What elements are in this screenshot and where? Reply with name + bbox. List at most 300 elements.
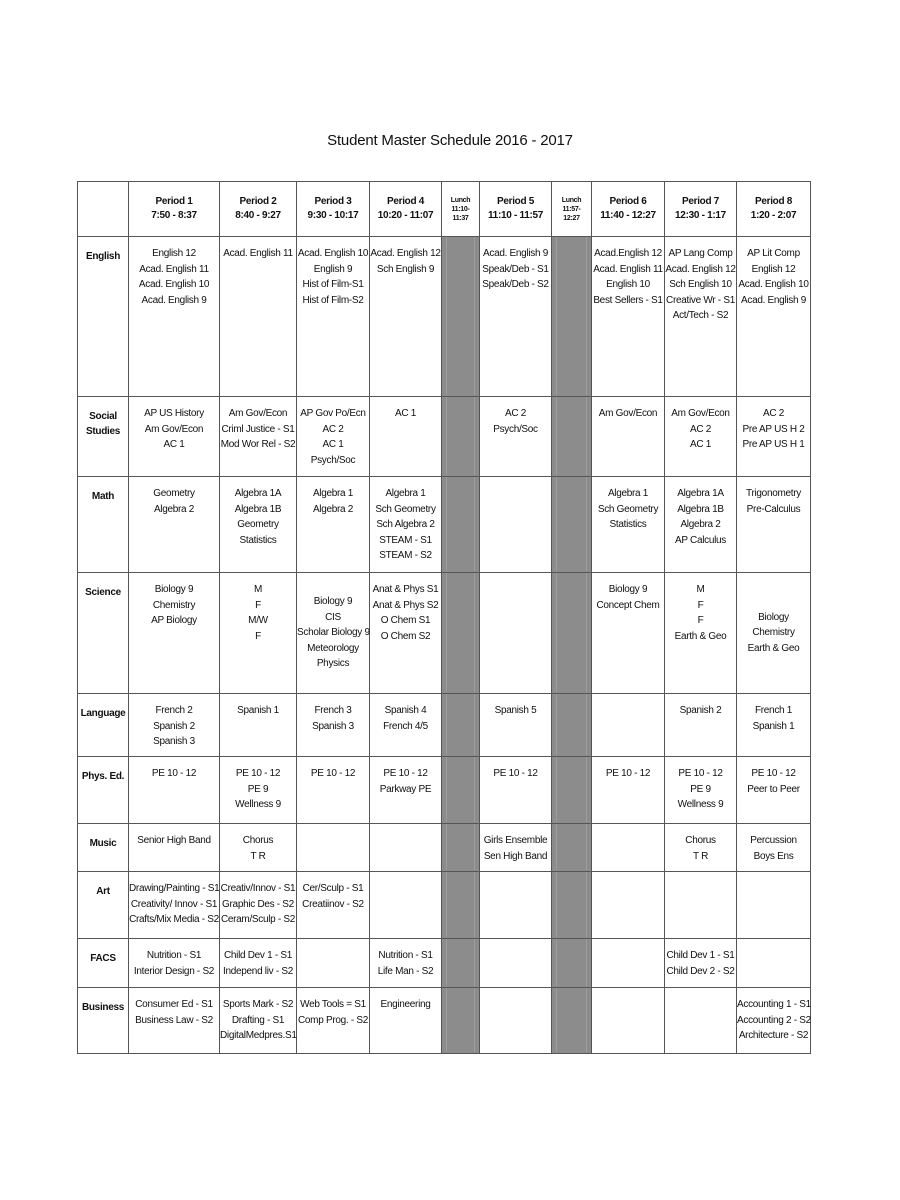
- course-line: Sports Mark - S2: [222, 999, 294, 1010]
- course-line: Algebra 2: [153, 503, 195, 515]
- period-name: Period 6: [609, 196, 647, 207]
- schedule-cell: [592, 988, 665, 1054]
- course-line: Anat & Phys S1: [372, 584, 439, 595]
- subject-label-line: Business: [81, 1002, 125, 1013]
- schedule-cell: [665, 397, 737, 477]
- course-line: Spanish 2: [153, 720, 195, 732]
- schedule-cell: [370, 824, 442, 872]
- lunch-label: Lunch: [450, 196, 471, 204]
- lunch-shade: [446, 237, 475, 395]
- course-line: PE 10 - 12: [678, 768, 723, 779]
- schedule-cell: [480, 477, 552, 573]
- schedule-cell: [220, 824, 297, 872]
- schedule-cell: [370, 988, 442, 1054]
- course-line: French 1: [754, 705, 793, 716]
- course-line: T R: [692, 850, 709, 862]
- lunch-cell: [552, 573, 592, 694]
- subject-label: [78, 477, 129, 573]
- lunch-shade: [446, 872, 475, 937]
- schedule-cell: [737, 757, 811, 824]
- course-line: Pre AP US H 1: [742, 439, 805, 450]
- schedule-cell: [220, 477, 297, 573]
- schedule-cell: [129, 573, 220, 694]
- lunch-cell: [442, 477, 480, 573]
- schedule-cell: [665, 872, 737, 939]
- period-name: Period 8: [754, 196, 793, 207]
- course-line: Meteorology: [307, 642, 359, 654]
- schedule-cell: [737, 872, 811, 939]
- subject-label-line: Social: [89, 411, 117, 422]
- lunch-cell: [442, 573, 480, 694]
- course-line: Acad. English 10: [738, 279, 809, 290]
- schedule-cell: [665, 237, 737, 397]
- subject-row: [78, 824, 811, 872]
- course-line: Algebra 1A: [234, 488, 282, 499]
- schedule-cell: [480, 824, 552, 872]
- schedule-cell: [220, 757, 297, 824]
- subject-label-line: Studies: [85, 426, 121, 437]
- schedule-cell: [297, 824, 370, 872]
- subject-label-line: Music: [89, 838, 117, 849]
- subject-label-line: English: [85, 251, 120, 262]
- schedule-cell: [297, 694, 370, 757]
- schedule-cell: [665, 988, 737, 1054]
- schedule-cell: [370, 939, 442, 988]
- course-line: Wellness 9: [235, 799, 281, 810]
- course-line: Acad. English 11: [593, 263, 663, 275]
- course-line: F: [255, 599, 261, 611]
- period-header: [480, 182, 552, 237]
- lunch-cell: [552, 694, 592, 757]
- course-line: Peer to Peer: [747, 783, 800, 795]
- subject-row: [78, 573, 811, 694]
- lunch-shade: [556, 397, 587, 475]
- schedule-cell: [480, 397, 552, 477]
- lunch-cell: [442, 939, 480, 988]
- course-line: Algebra 1B: [234, 503, 282, 515]
- page-title: Student Master Schedule 2016 - 2017: [327, 132, 573, 149]
- schedule-cell: [129, 237, 220, 397]
- course-line: AC 2: [504, 408, 527, 419]
- lunch-shade: [446, 694, 475, 755]
- course-line: Hist of Film-S1: [302, 279, 364, 290]
- subject-label-line: Art: [96, 886, 110, 897]
- schedule-cell: [129, 694, 220, 757]
- course-line: Spanish 1: [752, 720, 795, 732]
- subject-label: [78, 824, 129, 872]
- course-line: French 4/5: [383, 720, 428, 732]
- period-name: Period 5: [496, 196, 535, 207]
- lunch-cell: [552, 477, 592, 573]
- course-line: Biology 9: [313, 596, 353, 608]
- course-line: AC 2: [689, 423, 712, 435]
- course-line: Biology 9: [154, 584, 194, 595]
- course-line: Percussion: [750, 835, 797, 846]
- course-line: F: [697, 615, 704, 626]
- schedule-cell: [480, 988, 552, 1054]
- schedule-cell: [737, 988, 811, 1054]
- course-line: Drawing/Painting - S1: [129, 883, 220, 894]
- course-line: Algebra 1B: [677, 503, 724, 515]
- subject-label-line: Phys. Ed.: [81, 771, 125, 782]
- course-line: Earth & Geo: [674, 630, 727, 642]
- schedule-cell: [480, 694, 552, 757]
- schedule-cell: [737, 573, 811, 694]
- course-line: Architecture - S2: [738, 1030, 809, 1041]
- course-line: Acad. English 9: [483, 248, 548, 259]
- course-line: Sch Algebra 2: [376, 519, 435, 530]
- schedule-cell: [592, 397, 665, 477]
- course-line: Algebra 1A: [677, 488, 724, 499]
- period-time: 7:50 - 8:37: [151, 210, 197, 221]
- lunch-time: 11:37: [452, 214, 469, 222]
- course-line: Creativ/Innov - S1: [220, 883, 296, 894]
- course-line: Creativity/ Innov - S1: [130, 898, 218, 910]
- schedule-cell: [480, 237, 552, 397]
- course-line: Cer/Sculp - S1: [302, 883, 364, 894]
- subject-label: [78, 872, 129, 939]
- schedule-cell: [297, 939, 370, 988]
- course-line: Pre AP US H 2: [742, 423, 805, 435]
- course-line: Acad.English 12: [594, 248, 662, 259]
- schedule-cell: [370, 477, 442, 573]
- lunch-cell: [552, 757, 592, 824]
- course-line: Accounting 2 - S2: [737, 1014, 811, 1026]
- course-line: Chorus: [242, 835, 274, 846]
- schedule-cell: [129, 757, 220, 824]
- course-line: Life Man - S2: [377, 965, 434, 977]
- schedule-cell: [480, 573, 552, 694]
- schedule-cell: [592, 694, 665, 757]
- course-line: Acad. English 10: [297, 248, 369, 259]
- course-line: Creatiinov - S2: [302, 898, 364, 910]
- lunch-cell: [442, 694, 480, 757]
- period-time: 11:10 - 11:57: [487, 210, 544, 221]
- schedule-cell: [297, 573, 370, 694]
- schedule-cell: [220, 988, 297, 1054]
- schedule-cell: [665, 477, 737, 573]
- lunch-cell: [552, 939, 592, 988]
- course-line: Speak/Deb - S1: [482, 263, 549, 275]
- course-line: T R: [250, 850, 266, 862]
- schedule-cell: [220, 237, 297, 397]
- course-line: English 12: [152, 248, 196, 259]
- schedule-cell: [129, 939, 220, 988]
- lunch-cell: [552, 237, 592, 397]
- course-line: Concept Chem: [596, 599, 660, 611]
- course-line: Criml Justice - S1: [221, 423, 295, 435]
- course-line: Girls Ensemble: [483, 835, 548, 846]
- schedule-cell: [370, 694, 442, 757]
- course-line: Psych/Soc: [310, 454, 356, 466]
- course-line: Interior Design - S2: [133, 965, 215, 977]
- schedule-cell: [129, 988, 220, 1054]
- subject-label-line: FACS: [90, 953, 116, 964]
- schedule-cell: [129, 872, 220, 939]
- course-line: English 10: [606, 279, 650, 290]
- lunch-shade: [446, 477, 475, 571]
- schedule-cell: [592, 237, 665, 397]
- course-line: M: [253, 584, 263, 595]
- course-line: AC 2: [322, 423, 344, 435]
- course-line: Speak/Deb - S2: [482, 279, 549, 290]
- schedule-cell: [297, 477, 370, 573]
- course-line: Statistics: [239, 534, 277, 546]
- subject-row: [78, 988, 811, 1054]
- course-line: Physics: [316, 658, 350, 670]
- course-line: Am Gov/Econ: [598, 408, 658, 419]
- course-line: Acad. English 10: [138, 279, 210, 290]
- course-line: Independ liv - S2: [223, 965, 293, 977]
- lunch-cell: [442, 988, 480, 1054]
- lunch-cell: [442, 872, 480, 939]
- course-line: AC 1: [689, 439, 712, 450]
- schedule-cell: [129, 824, 220, 872]
- course-line: Comp Prog. - S2: [298, 1014, 368, 1026]
- course-line: Biology: [758, 611, 789, 623]
- course-line: Spanish 1: [237, 705, 279, 716]
- course-line: STEAM - S2: [379, 550, 432, 561]
- course-line: F: [255, 630, 261, 642]
- lunch-label: Lunch: [561, 196, 582, 204]
- schedule-cell: [129, 477, 220, 573]
- subject-row: [78, 694, 811, 757]
- course-line: Boys Ens: [753, 850, 794, 862]
- lunch-time: 11:57-: [562, 205, 581, 213]
- course-line: Spanish 4: [384, 705, 427, 716]
- subject-label: [78, 397, 129, 477]
- course-line: Sch Geometry: [375, 503, 436, 515]
- lunch-shade: [446, 397, 475, 475]
- lunch-cell: [552, 872, 592, 939]
- course-line: Algebra 1: [312, 488, 354, 499]
- lunch-shade: [446, 939, 475, 986]
- course-line: Chemistry: [152, 599, 196, 611]
- course-line: AP Lang Comp: [668, 248, 733, 259]
- course-line: AC 1: [322, 439, 344, 450]
- course-line: AC 1: [394, 408, 417, 419]
- schedule-cell: [665, 757, 737, 824]
- lunch-time: 12:27: [563, 214, 580, 222]
- schedule-cell: [370, 573, 442, 694]
- period-header: [370, 182, 442, 237]
- course-line: O Chem S2: [380, 630, 431, 642]
- schedule-cell: [665, 573, 737, 694]
- lunch-cell: [442, 397, 480, 477]
- period-name: Period 7: [681, 196, 720, 207]
- schedule-cell: [737, 397, 811, 477]
- course-line: AP Calculus: [675, 534, 726, 546]
- course-line: Geometry: [153, 488, 195, 499]
- course-line: AP Gov Po/Ecn: [300, 408, 366, 419]
- lunch-shade: [446, 757, 475, 822]
- course-line: PE 9: [690, 783, 711, 795]
- course-line: Algebra 1: [607, 488, 649, 499]
- period-name: Period 1: [155, 196, 193, 207]
- lunch-shade: [556, 573, 587, 692]
- schedule-cell: [737, 694, 811, 757]
- schedule-cell: [737, 237, 811, 397]
- course-line: Child Dev 2 - S2: [666, 965, 735, 977]
- course-line: Graphic Des - S2: [222, 898, 294, 910]
- subject-row: [78, 397, 811, 477]
- course-line: PE 10 - 12: [751, 768, 796, 779]
- schedule-cell: [480, 872, 552, 939]
- course-line: Statistics: [609, 519, 647, 530]
- subject-label: [78, 988, 129, 1054]
- course-line: Chemistry: [752, 627, 795, 639]
- period-time: 8:40 - 9:27: [235, 210, 281, 221]
- subject-label-line: Language: [80, 708, 126, 719]
- lunch-cell: [442, 757, 480, 824]
- header-corner: [78, 182, 129, 237]
- period-header: [592, 182, 665, 237]
- course-line: Sen High Band: [483, 850, 548, 862]
- course-line: M: [696, 584, 705, 595]
- period-header: [665, 182, 737, 237]
- period-time: 10:20 - 11:07: [377, 210, 434, 221]
- lunch-shade: [446, 824, 475, 870]
- period-header: [737, 182, 811, 237]
- schedule-cell: [297, 397, 370, 477]
- course-line: English 12: [751, 263, 796, 275]
- course-line: Accounting 1 - S1: [737, 999, 811, 1010]
- course-line: English 9: [313, 263, 353, 275]
- schedule-cell: [665, 939, 737, 988]
- course-line: PE 9: [247, 783, 269, 795]
- course-line: F: [697, 599, 704, 611]
- course-line: Chorus: [685, 835, 716, 846]
- lunch-shade: [446, 988, 475, 1052]
- course-line: Web Tools = S1: [300, 999, 366, 1010]
- lunch-shade: [556, 694, 587, 755]
- course-line: Earth & Geo: [747, 642, 800, 654]
- schedule-cell: [297, 757, 370, 824]
- lunch-cell: [442, 237, 480, 397]
- schedule-cell: [220, 694, 297, 757]
- subject-label: [78, 237, 129, 397]
- course-line: PE 10 - 12: [151, 768, 197, 779]
- lunch-header: [552, 182, 592, 237]
- course-line: AP US History: [144, 408, 204, 419]
- lunch-time: 11:10-: [451, 205, 470, 213]
- period-name: Period 2: [239, 196, 277, 207]
- schedule-cell: [592, 939, 665, 988]
- schedule-cell: [480, 757, 552, 824]
- lunch-cell: [442, 824, 480, 872]
- course-line: Acad. English 11: [223, 248, 293, 259]
- course-line: M/W: [248, 615, 268, 626]
- schedule-cell: [370, 757, 442, 824]
- period-time: 9:30 - 10:17: [307, 210, 359, 221]
- course-line: French 3: [314, 705, 352, 716]
- schedule-cell: [665, 824, 737, 872]
- period-name: Period 4: [386, 196, 425, 207]
- schedule-cell: [737, 477, 811, 573]
- course-line: PE 10 - 12: [235, 768, 281, 779]
- course-line: Acad. English 9: [141, 294, 207, 306]
- period-time: 12:30 - 1:17: [675, 210, 726, 221]
- schedule-cell: [297, 237, 370, 397]
- course-line: Nutrition - S1: [378, 950, 433, 961]
- lunch-cell: [552, 824, 592, 872]
- course-line: Spanish 3: [312, 720, 354, 732]
- period-header: [220, 182, 297, 237]
- subject-label-line: Math: [91, 491, 115, 502]
- course-line: PE 10 - 12: [310, 768, 356, 779]
- schedule-cell: [592, 824, 665, 872]
- schedule-cell: [297, 872, 370, 939]
- course-line: AC 1: [163, 439, 185, 450]
- lunch-shade: [446, 573, 475, 692]
- course-line: Acad. English 11: [139, 263, 209, 275]
- lunch-cell: [552, 397, 592, 477]
- course-line: O Chem S1: [380, 615, 431, 626]
- course-line: Mod Wor Rel - S2: [220, 439, 296, 450]
- course-line: Drafting - S1: [231, 1014, 285, 1026]
- course-line: Algebra 2: [680, 519, 721, 530]
- course-line: Sch English 10: [669, 279, 732, 290]
- course-line: Pre-Calculus: [746, 503, 801, 515]
- lunch-shade: [556, 988, 587, 1052]
- course-line: Child Dev 1 - S1: [223, 950, 292, 961]
- course-line: PE 10 - 12: [493, 768, 538, 779]
- course-line: Scholar Biology 9: [297, 627, 370, 639]
- course-line: Nutrition - S1: [146, 950, 202, 961]
- period-time: 11:40 - 12:27: [600, 210, 656, 221]
- course-line: Am Gov/Econ: [228, 408, 288, 419]
- subject-label: [78, 757, 129, 824]
- course-line: Hist of Film-S2: [302, 294, 364, 306]
- course-line: PE 10 - 12: [383, 768, 428, 779]
- subject-label-line: Science: [85, 587, 121, 598]
- schedule-cell: [370, 872, 442, 939]
- schedule-cell: [220, 872, 297, 939]
- subject-row: [78, 757, 811, 824]
- course-line: AP Biology: [151, 615, 197, 626]
- course-line: Crafts/Mix Media - S2: [129, 914, 219, 925]
- course-line: French 2: [155, 705, 193, 716]
- header-row: [78, 182, 811, 237]
- course-line: Spanish 3: [153, 736, 195, 747]
- course-line: Psych/Soc: [493, 423, 538, 435]
- schedule-cell: [592, 757, 665, 824]
- course-line: STEAM - S1: [379, 534, 432, 546]
- subject-label: [78, 694, 129, 757]
- schedule-cell: [370, 397, 442, 477]
- lunch-shade: [556, 824, 587, 870]
- period-header: [129, 182, 220, 237]
- course-line: Biology 9: [608, 584, 648, 595]
- lunch-shade: [556, 237, 587, 395]
- subject-label: [78, 573, 129, 694]
- schedule-cell: [665, 694, 737, 757]
- schedule-cell: [592, 573, 665, 694]
- schedule-cell: [220, 397, 297, 477]
- period-time: 1:20 - 2:07: [750, 210, 797, 221]
- lunch-shade: [556, 477, 587, 571]
- period-header: [297, 182, 370, 237]
- course-line: Acad. English 12: [665, 263, 736, 275]
- lunch-header: [442, 182, 480, 237]
- course-line: CIS: [325, 611, 341, 623]
- course-line: Best Sellers - S1: [593, 294, 663, 306]
- schedule-table: [77, 181, 811, 1054]
- course-line: AC 2: [762, 408, 785, 419]
- schedule-cell: [737, 824, 811, 872]
- course-line: Acad. English 9: [741, 294, 806, 306]
- course-line: PE 10 - 12: [605, 768, 651, 779]
